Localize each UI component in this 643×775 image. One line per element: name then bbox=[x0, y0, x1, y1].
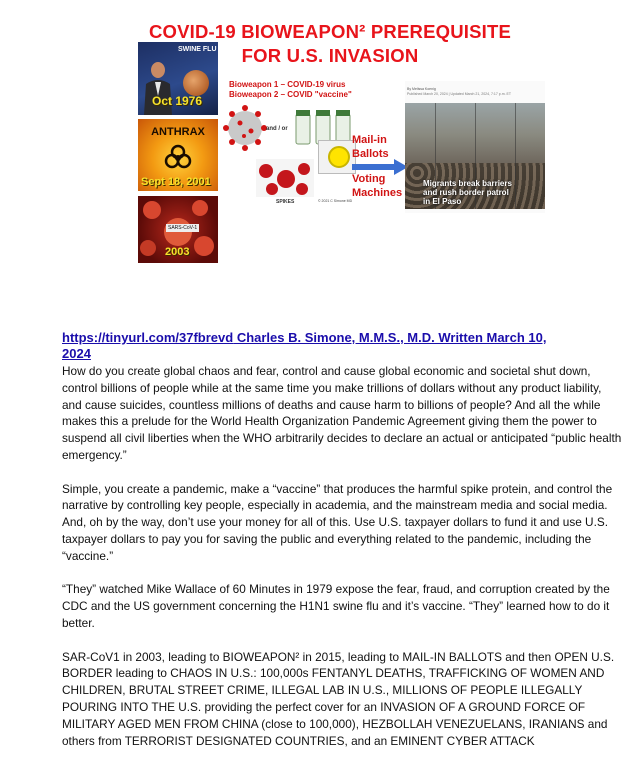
swine-flu-image bbox=[138, 42, 218, 115]
voting-line-2: Machines bbox=[352, 187, 403, 199]
bioweapon-2-label: Bioweapon 2 – COVID "vaccine" bbox=[229, 90, 352, 99]
voting-machines-label bbox=[352, 172, 402, 200]
voting-line-1: Voting bbox=[352, 173, 386, 185]
news-article-image bbox=[405, 81, 545, 213]
title-line-1: COVID-19 BIOWEAPON² PREREQUISITE bbox=[148, 21, 512, 42]
byline-year[interactable]: 2024 bbox=[62, 346, 91, 361]
spikes-label: SPIKES bbox=[276, 199, 295, 205]
article-body bbox=[62, 363, 622, 766]
sars-label: SARS-CoV-1 bbox=[168, 225, 198, 231]
biohazard-icon bbox=[164, 143, 192, 171]
virus-globe-icon bbox=[183, 70, 209, 96]
fence-post bbox=[515, 103, 516, 209]
copyright-label: © 2021 C Simone MD bbox=[318, 199, 353, 203]
paragraph-1: How do you create global chaos and fear, control and cause global economic and societal shut down, control billions of people while at the same time you make trillions of dollars without any product liability, and cause suicides, countless millions of deaths and cause harm to billions of people? And all the while makes this a prelude for the World Health Organization Pandemic Agreement giving them the power to suspend all civil liberties when the WHO arbitrarily decides to declare an actual or anticipated “public health emergency.” bbox=[62, 364, 622, 462]
highlight-circle bbox=[328, 146, 350, 168]
news-caption-line-1: Migrants break barriers bbox=[423, 179, 512, 188]
news-caption-line-3: in El Paso bbox=[423, 197, 462, 206]
sars-year: 2003 bbox=[165, 246, 190, 258]
swine-flu-label: SWINE FLU bbox=[178, 46, 217, 53]
sars-image bbox=[138, 196, 218, 263]
paragraph-3: “They” watched Mike Wallace of 60 Minutes in 1979 expose the fear, fraud, and corruption created by the CDC and the US government concerning the H1N1 swine flu and it’s vaccine. “They” learned how to do it better. bbox=[62, 582, 610, 630]
source-link[interactable] bbox=[62, 330, 546, 345]
title-line-2: FOR U.S. INVASION bbox=[241, 45, 419, 66]
news-author: By Melissa Koenig bbox=[407, 87, 436, 91]
news-caption-line-2: and rush border patrol bbox=[423, 188, 509, 197]
source-link-line bbox=[62, 330, 602, 362]
mail-in-line-2: Ballots bbox=[352, 148, 389, 160]
spike-proteins-icon bbox=[256, 159, 314, 197]
bioweapon-1-label: Bioweapon 1 – COVID-19 virus bbox=[229, 80, 346, 89]
news-date: Published March 20, 2024 | Updated March 21, 2024, 7:17 p.m. ET bbox=[407, 92, 512, 96]
coronavirus-icon bbox=[222, 103, 268, 153]
paragraph-4: SAR-CoV1 in 2003, leading to BIOWEAPON² in 2015, leading to MAIL-IN BALLOTS and then OPEN U.S. BORDER leading to CHAOS IN U.S.: 100,000s FENTANYL DEATHS, TRAFFICKING OF WOMEN AND CHILDREN, BRUTAL STREET CRIME, ILLEGAL LAB IN U.S., MILLIONS OF PEOPLE ILLEGALLY POURING INTO THE U.S. providing the perfect cover for an INVASION OF A GROUND FORCE OF MILITARY AGED MEN FROM CHINA (close to 100,000), HEZBOLLAH VENEZUELANS, IRANIANS and others from TERRORIST DESIGNATED COUNTRIES, and an EMINENT CYBER ATTACK bbox=[62, 649, 615, 748]
mail-in-line-1: Mail-in bbox=[352, 134, 387, 146]
swine-flu-year: Oct 1976 bbox=[152, 94, 203, 108]
source-url[interactable]: https://tinyurl.com/37fbrevd bbox=[62, 330, 234, 345]
bioweapon-labels bbox=[229, 80, 352, 100]
byline-year-link[interactable] bbox=[62, 346, 91, 361]
mail-in-ballots-label bbox=[352, 133, 389, 161]
and-or-label: and / or bbox=[266, 126, 288, 132]
author-byline[interactable]: Charles B. Simone, M.M.S., M.D. Written March 10, bbox=[233, 330, 547, 345]
anthrax-image bbox=[138, 119, 218, 191]
paragraph-2: Simple, you create a pandemic, make a “vaccine” that produces the harmful spike protein, and control the narrative by controlling key people, especially in academia, and the mainstream media and social media. And, oh by the way, don’t use your money for all of this. Use U.S. taxpayer dollars to fund it and use U.S. taxpayer dollars to pay you for saving the public and everything related to the pandemic, including the “vaccine.” bbox=[62, 481, 613, 563]
news-caption bbox=[423, 179, 512, 206]
anthrax-date: Sept 18, 2001 bbox=[141, 176, 211, 188]
anthrax-label: ANTHRAX bbox=[151, 126, 205, 138]
